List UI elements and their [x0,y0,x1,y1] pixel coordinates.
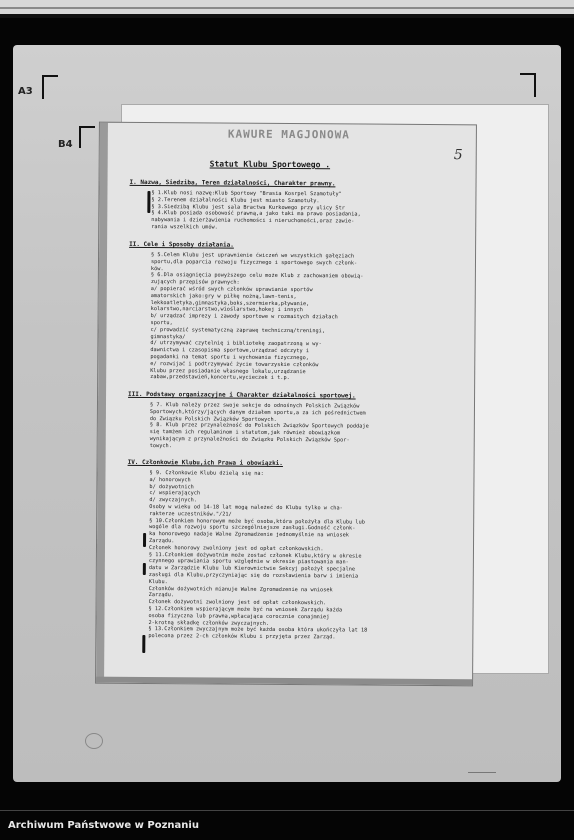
text-line: zujących przepisów prawnych: [150,279,240,286]
text-line: Klubu. [148,578,168,585]
text-line: § 10.Członkiem honorowym może być osoba,która położyła dla Klubu lub [149,517,365,526]
text-line: e/ rozwijać i podtrzymywać życie towarzyskie członków [150,360,319,369]
text-line: § 2.Terenem działalności Klubu jest miasto Szamotuły. [151,196,320,205]
clip-hole-mark [85,733,103,749]
top-border [0,0,574,18]
text-line: Sportowych,którzy/jących danym działem sportu,a za ich pośrednictwem [149,408,366,417]
margin-ink-mark [142,635,145,653]
archive-name: Archiwum Państwowe w Poznaniu [8,820,199,831]
text-line: zabaw,przedstawień,koncertu,wycieczek i t.p. [150,374,290,382]
document-page [96,123,476,686]
text-line: § 11.Członkiem dożywotnim może zostać członek Klubu,który w okresie [148,551,362,560]
text-line: rania wszelkich umów. [151,224,218,231]
text-line: pogadanki na temat sportu i wychowania fizycznego, [150,354,310,362]
text-line: wogóle dla rozwoju sportu szczególniejsze zasługi.Godność członk- [149,524,356,532]
text-line: lekkoatletyka,gimnastyka,boks,szermierka,pływanie, [150,299,310,307]
text-line: Zarządu. [148,592,175,599]
text-line: d/ utrzymywać czytelnię i bibliotekę zaopatrzoną w wy- [150,340,322,348]
footer-rule [0,810,574,811]
a3-corner-mark-left [42,75,58,99]
text-line: § 6.Dla osiągnięcia powyższego celu może Klub z zachowaniem obowią- [150,272,364,280]
text-line: d/ zwyczajnych. [149,497,197,504]
text-line: gimnastyka/ [150,333,186,340]
text-line: § 9. Członkowie Klubu dzielą się na: [149,470,264,477]
text-line: § 12.Członkiem wspierającym może być na wniosek Zarządu każda [148,606,343,614]
text-line: Członek honorowy zwolniony jest od opłat członkowskich. [148,544,324,553]
document-title: Statut Klubu Sportowego . [209,159,331,170]
text-line: dawnictwa i czasopisma sportowe,urządzać odczyty i [150,347,310,355]
text-line: sportu, [150,320,173,327]
text-line: a/ honorowych [149,476,191,484]
text-line: amatorskich jako:gry w piłkę nożną,lawn-tenis, [150,292,297,300]
text-line: Osoby w wieku od 14-18 lat mogą należeć do Klubu tylko w cha- [149,504,343,512]
margin-ink-mark [143,533,146,547]
b4-label: B4 [58,139,73,150]
b4-corner-mark [79,126,95,148]
text-line: c/ prowadzić systematyczną zaprawę techniczną/treningi, [150,326,326,335]
text-line: do Związku Polskich Związków Sportowych. [149,415,277,423]
section-heading: I. Nazwa, Siedziba, Teren działalności, Charakter prawny. [129,178,336,188]
text-line: § 3.Siedzibą Klubu jest sala Bractwa Kurkowego przy ulicy Str [151,203,345,212]
a3-corner-mark-right [520,73,536,97]
text-line: datu w Zarządzie Klubu lub Kierownictwie Sekcyj położył specjalne [148,565,356,573]
text-line: § 1.Klub nosi nazwę:Klub Sportowy "Brasia Kosrpel Szamotuły" [151,190,342,198]
top-border-stripe [0,7,574,9]
margin-ink-mark [143,563,146,575]
section-heading: III. Podstawy organizacyjne i Charakter działalności sportowej. [128,390,356,400]
text-line: c/ wspierających [149,490,201,497]
document-body [96,123,476,686]
text-line: osoba fizyczna lub prawna,wpłacająca corocznie conajmniej [148,612,330,621]
text-line: czynnego uprawiania sportu względnie w okresie piastowania man- [148,558,349,566]
text-line: Członków dożywotnich mianuje Walne Zgromadzenie na wniosek [148,585,333,593]
text-line: b/ dożywotnich [149,483,194,490]
a3-label: A3 [18,86,33,97]
section-heading: IV. Członkowie Klubu,ich Prawa i obowiązki. [127,458,283,467]
text-line: § 8. Klub przez przynależność do Polskich Związków Sportowych poddaje [149,422,369,430]
text-line: ka honorowego nadaje Walne Zgromadzenie jednomyślnie na wniosek [149,531,350,539]
margin-ink-mark [147,191,150,213]
text-line: się tamżem ich regulaminom i statutom,jak również obowiązkom [149,429,341,437]
text-line: nabywania i dzierżawienia ruchomości i nieruchomości,oraz zawie- [151,217,355,225]
text-line: towych. [149,442,172,450]
text-line: a/ popierać wśród swych członków uprawianie sportów [150,286,313,294]
text-line: § 13.Członkiem zwyczajnym może być każda osoba która ukończyła lat 18 [148,626,368,634]
text-line: § 5.Celem Klubu jest uprawnienie ćwiczeń we wszystkich gałęziach [151,252,355,260]
text-line: ków. [150,265,164,272]
text-line: b/ urządzać imprezy i zawody sportowe w rozmaitych działach [150,313,338,321]
text-line: kolarstwo,narciarstwo,wioślarstwo,hokej i innych [150,306,303,314]
text-line: 2-krotną składkę członków zwyczajnych. [148,619,270,627]
letterhead-ghost: KAWURE MAGJONOWA [227,127,350,142]
text-line: zasługi dla Klubu,przyczyniając się do rozsławienia barw i imienia [148,572,359,580]
text-line: polecona przez 2-ch członków Klubu i przyjęta przez Zarząd. [148,633,336,641]
text-line: rakterze uczestników."/21/ [149,510,232,518]
text-line: § 7. Klub należy przez swoje sekcje do odnośnych Polskich Związków [149,402,360,410]
text-line: sportu,dla poparcia rozwoju fizycznego i sportowego swych członk- [150,258,358,267]
text-line: Członek dożywotni zwolniony jest od opłat członkowskich. [148,599,327,607]
text-line: § 4.Klub posiada osobowość prawną,a jako taki ma prawo posiadania, [151,210,361,218]
section-heading: II. Cele i Sposoby działania. [129,240,234,249]
page-number: 5 [453,147,463,164]
text-line: wynikającym z przynależności do Związku Polskich Związków Spor- [149,436,350,444]
scratch-mark [468,772,496,773]
text-line: Klubu przez posiadanie własnego lokalu,urządzanie [150,367,306,375]
text-line: Zarządu. [149,538,175,545]
